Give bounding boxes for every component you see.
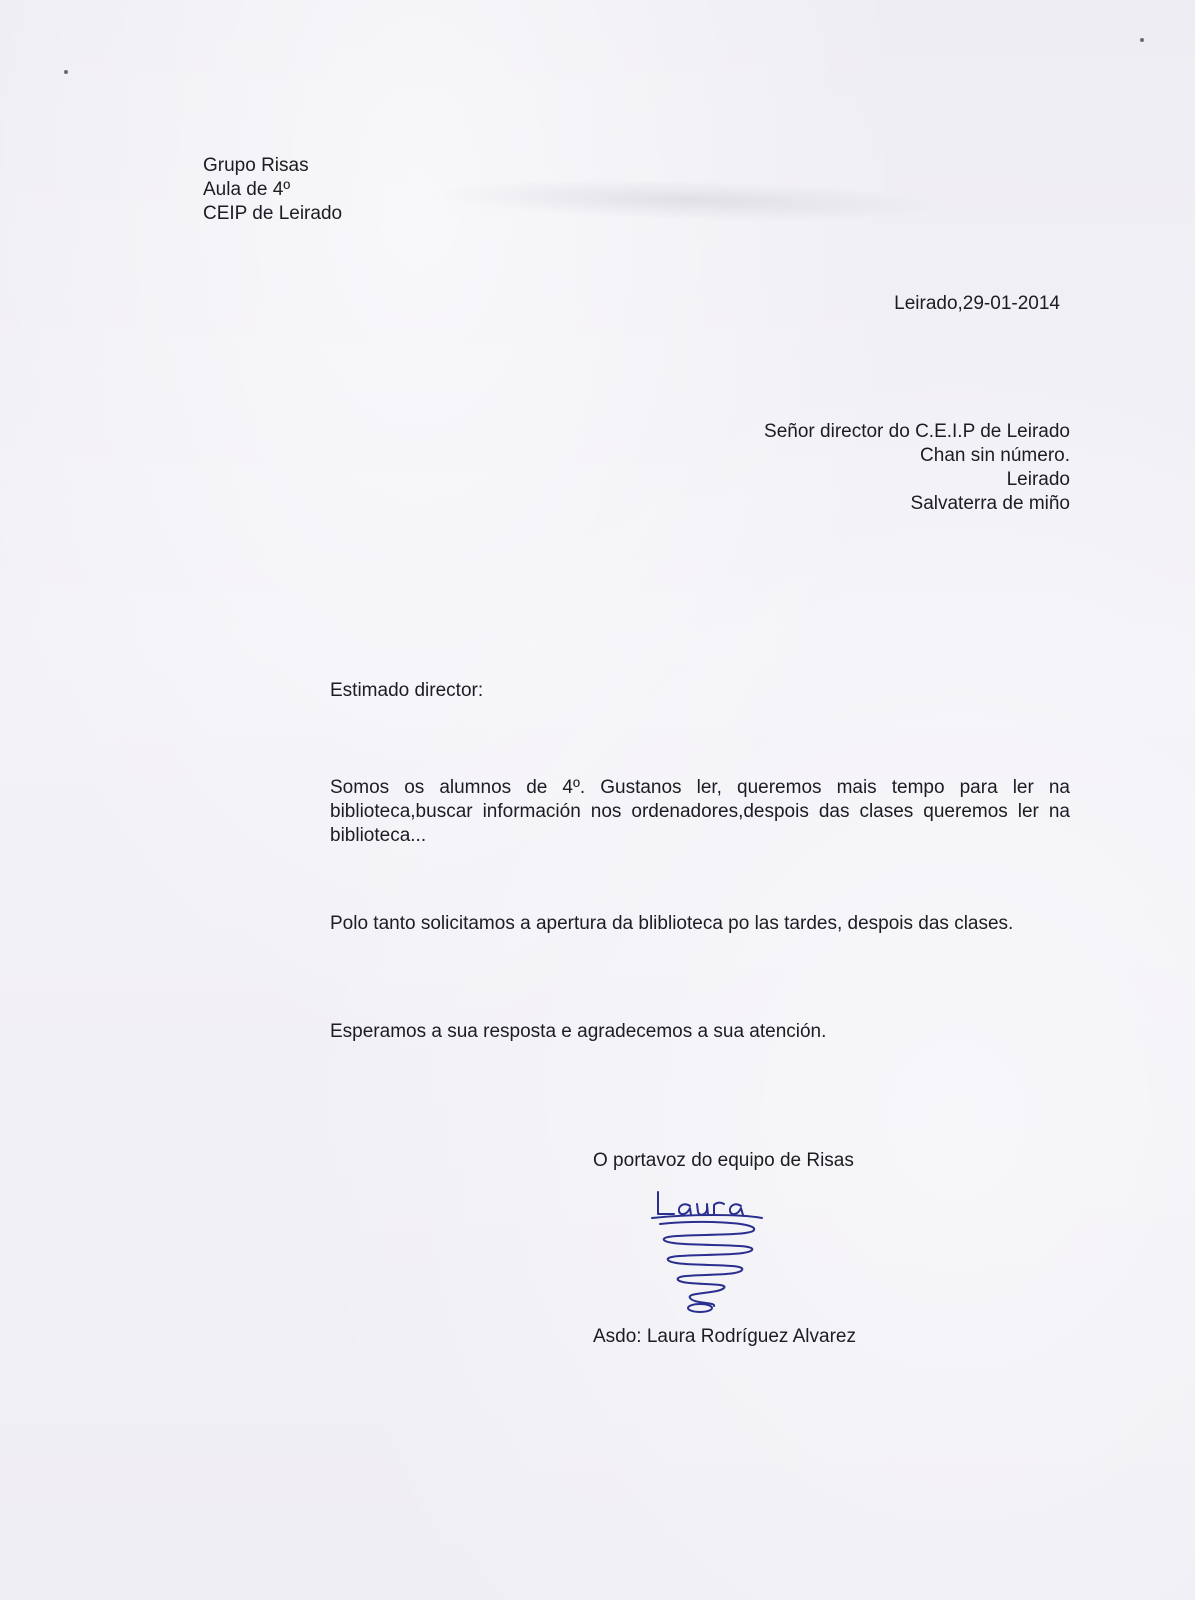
recipient-block — [600, 420, 1070, 516]
recipient-line: Leirado — [1006, 469, 1070, 490]
body-paragraph: Somos os alumnos de 4º. Gustanos ler, queremos mais tempo para ler na biblioteca,buscar información nos ordenadores,despois das clases queremos ler na biblioteca... — [330, 777, 1070, 846]
signature-label: Laura — [650, 1190, 653, 1191]
recipient-line: Chan sin número. — [920, 445, 1070, 466]
paper-speck — [1140, 38, 1144, 42]
body-paragraph: Esperamos a sua resposta e agradecemos a sua atención. — [330, 1021, 827, 1042]
sender-block — [203, 154, 342, 226]
sender-line: CEIP de Leirado — [203, 203, 343, 224]
letter-date: Leirado,29-01-2014 — [894, 293, 1060, 314]
salutation: Estimado director: — [330, 680, 484, 701]
paper-crease — [430, 173, 951, 227]
sender-line: Aula de 4º — [203, 179, 291, 200]
signer-name: Asdo: Laura Rodríguez Alvarez — [593, 1326, 856, 1347]
recipient-line: Señor director do C.E.I.P de Leirado — [764, 421, 1070, 442]
closing-line: O portavoz do equipo de Risas — [593, 1150, 854, 1171]
body-paragraph: Polo tanto solicitamos a apertura da bliblioteca po las tardes, despois das clases. — [330, 913, 1014, 934]
signature — [650, 1190, 780, 1320]
paper-speck — [64, 70, 68, 74]
sender-line: Grupo Risas — [203, 155, 309, 176]
recipient-line: Salvaterra de miño — [910, 493, 1070, 514]
